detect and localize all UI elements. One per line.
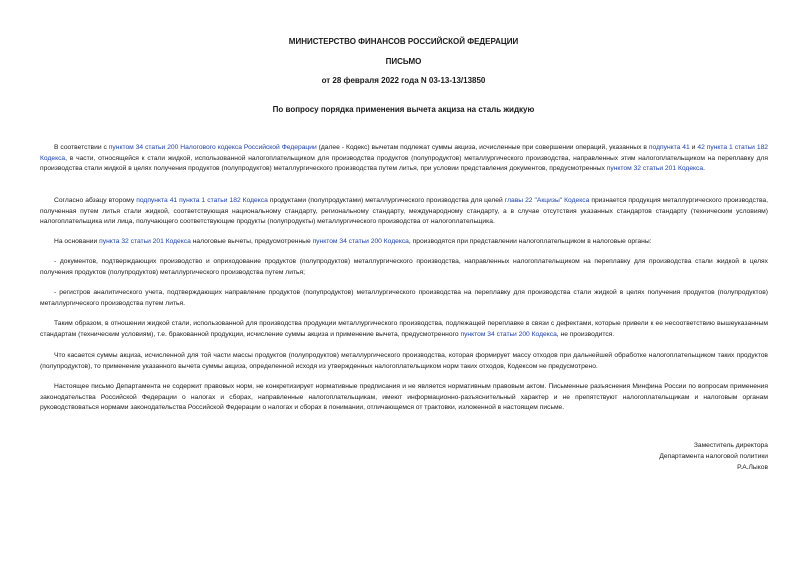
paragraph-text: В соответствии с bbox=[54, 144, 109, 151]
paragraph-text: (далее - Кодекс) вычетам подлежат суммы акциза, исчисленные при совершении операций, указанных в bbox=[316, 144, 649, 151]
paragraph-text: - документов, подтверждающих производство и оприходование продуктов (полупродуктов) металлургического производства, направленных налогоплательщиком на переплавку для производства стали жидкой в целях получения продуктов (полупродуктов) металлургического производства путем литья; bbox=[40, 258, 768, 276]
document-date-number: от 28 февраля 2022 года N 03-13-13/13850 bbox=[321, 76, 486, 85]
paragraph-text: Что касается суммы акциза, исчисленной для той части массы продуктов (полупродуктов) металлургического производства, которая формирует массу отходов при дальнейшей обработке налогоплательщиком таких продуктов (полупродуктов), то применение указанного вычета суммы акциза, определенной исходя из утвержденных налогоплательщиком норм таких отходов, Кодексом не предусмотрено. bbox=[40, 352, 768, 370]
signatory-position: Заместитель директора bbox=[693, 442, 768, 449]
paragraph-text: , производятся при представлении налогоплательщиком в налоговые органы: bbox=[408, 238, 652, 245]
paragraph-text: налоговые вычеты, предусмотренные bbox=[190, 238, 313, 245]
paragraph-text: На основании bbox=[54, 238, 100, 245]
signatory-name: Р.А.Лыков bbox=[737, 464, 768, 471]
document-type: ПИСЬМО bbox=[385, 57, 422, 66]
law-reference-link[interactable]: подпункта 41 bbox=[648, 144, 690, 151]
paragraph-text: признается продукция металлургического производства, полученная путем литья стали жидкой, соответствующая национальному стандарту, региональному стандарту, международному стандарту, а в случае отсутствия указанных стандартов стандарту (техническим условиям) налогоплательщика или лица, получающего соответствующие продукты (полупродукты) металлургического производства от налогоплательщика. bbox=[40, 197, 768, 226]
paragraph-text: и bbox=[689, 144, 698, 151]
paragraph-text: , не производится. bbox=[556, 330, 615, 338]
paragraph-text: Таким образом, в отношении жидкой стали, использованной для производства продукции металлургического производства, подлежащей переплавке в связи с дефектами, которые привели к ее несоответствию вышеуказанным стандартам (техническим условиям), т.е. бракованной продукции, исчисление суммы акциза и применение вычета, предусмотренного bbox=[40, 320, 768, 338]
law-reference-link[interactable]: 42 пункта 1 статьи 182 Кодекса bbox=[40, 144, 769, 162]
paragraph-text: Согласно абзацу второму bbox=[54, 197, 137, 204]
paragraph bbox=[40, 257, 768, 278]
signatory-department: Департамента налоговой политики bbox=[659, 453, 768, 460]
law-reference-link[interactable]: пункта 32 статьи 201 Кодекса bbox=[99, 238, 191, 245]
law-reference-link[interactable]: пунктом 32 статьи 201 Кодекса bbox=[606, 165, 704, 173]
document-subject: По вопросу порядка применения вычета акциза на сталь жидкую bbox=[272, 105, 535, 114]
paragraph-text: продуктами (полупродуктами) металлургического производства для целей bbox=[267, 197, 505, 204]
law-reference-link[interactable]: пунктом 34 статьи 200 Кодекса bbox=[460, 330, 557, 338]
paragraph bbox=[40, 351, 768, 372]
paragraph bbox=[40, 143, 768, 175]
paragraph-text: , в части, относящейся к стали жидкой, использованной налогоплательщиком для производства продуктов (полупродуктов) металлургического производства, направленных этим налогоплательщиком на переплавку для производства стали жидкой в целях получения продуктов (полупродуктов) металлургического производства путем литья, при условии представления документов, предусмотренных bbox=[40, 154, 768, 173]
paragraph bbox=[40, 319, 768, 340]
law-reference-link[interactable]: пунктом 34 статьи 200 Налогового кодекса Российской Федерации bbox=[108, 144, 317, 151]
ministry-title: МИНИСТЕРСТВО ФИНАНСОВ РОССИЙСКОЙ ФЕДЕРАЦИИ bbox=[288, 37, 519, 46]
law-reference-link[interactable]: главы 22 "Акцизы" Кодекса bbox=[504, 197, 590, 204]
paragraph bbox=[40, 382, 768, 414]
paragraph-text: . bbox=[703, 165, 705, 173]
paragraph bbox=[40, 288, 768, 309]
paragraph bbox=[40, 237, 768, 248]
law-reference-link[interactable]: пунктом 34 статьи 200 Кодекса bbox=[312, 238, 409, 245]
law-reference-link[interactable]: подпункта 41 пункта 1 статьи 182 Кодекса bbox=[136, 197, 268, 204]
paragraph bbox=[40, 196, 768, 228]
paragraph-text: - регистров аналитического учета, подтверждающих направление продуктов (полупродуктов) металлургического производства на переплавку для производства стали жидкой в целях получения продуктов (полупродуктов) металлургического производства путем литья. bbox=[40, 289, 768, 307]
paragraph-text: Настоящее письмо Департамента не содержит правовых норм, не конкретизирует нормативные предписания и не является нормативным правовым актом. Письменные разъяснения Минфина России по вопросам применения законодательства Российской Федерации о налогах и сборах, направленные налогоплательщикам, имеют информационно-разъяснительный характер и не препятствуют налогоплательщикам и налоговым органам руководствоваться нормами законодательства Российской Федерации о налогах и сборах в понимании, отличающемся от трактовки, изложенной в настоящем письме. bbox=[40, 383, 768, 412]
